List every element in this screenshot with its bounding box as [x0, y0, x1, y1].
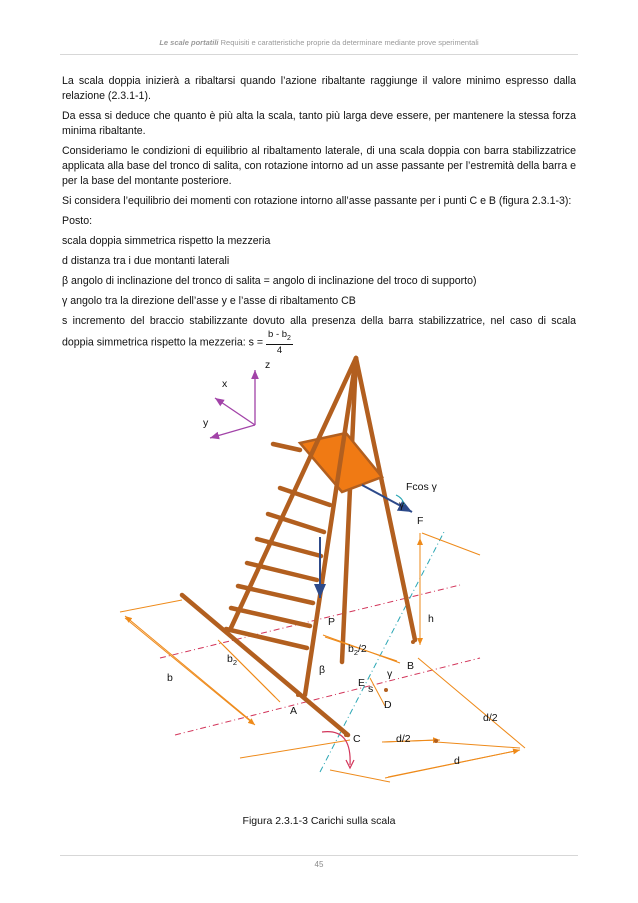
formula-numerator: b - $b_2$	[266, 329, 293, 345]
label-P: P	[328, 616, 336, 628]
label-beta: β	[319, 664, 326, 676]
label-A: A	[290, 705, 298, 717]
label-B: B	[407, 660, 415, 672]
page-number: 45	[314, 860, 324, 869]
axes-triad	[203, 359, 270, 438]
label-h: h	[428, 613, 434, 625]
label-s: s	[368, 683, 374, 695]
header-rule	[60, 54, 578, 55]
label-d-half-1: d/2	[483, 712, 498, 724]
label-E: E	[358, 677, 366, 689]
label-b2: $b_2$	[227, 653, 238, 667]
label-d: d	[454, 755, 460, 767]
body-text	[62, 74, 576, 356]
paragraph: La scala doppia inizierà a ribaltarsi quando l’azione ribaltante raggiunge il valore minimo espresso dalla relazione (2.3.1-1).	[62, 75, 576, 102]
running-header	[0, 38, 638, 47]
rotation-axis-CB	[320, 530, 445, 772]
paragraph: β angolo di inclinazione del tronco di salita = angolo di inclinazione del troco di supporto)	[62, 275, 477, 287]
paragraph: Consideriamo le condizioni di equilibrio al ribaltamento laterale, di una scala doppia con barra stabilizzatrice applicata alla base del tronco di salita, con rotazione intorno ad un asse passante per l’estremità della barra e per la base del montante posteriore.	[62, 145, 576, 187]
label-b: b	[167, 672, 173, 684]
label-force: Fcos γ	[406, 481, 437, 493]
figure-caption: Figura 2.3.1-3 Carichi sulla scala	[242, 815, 396, 827]
label-D: D	[384, 699, 392, 711]
paragraph-text: s incremento del braccio stabilizzante dovuto alla presenza della barra stabilizzatrice, nel caso di scala doppia simmetrica rispetto la mezzeria: s =	[62, 315, 576, 349]
header-subtitle: Requisiti e caratteristiche proprie da determinare mediante prove sperimentali	[220, 38, 479, 47]
paragraph: Da essa si deduce che quanto è più alta la scala, tanto più larga deve essere, per mantenere la stessa forza minima ribaltante.	[62, 110, 576, 137]
header-title: Le scale portatili	[159, 38, 219, 47]
axis-label-z: z	[265, 359, 271, 371]
axis-label-x: x	[222, 378, 228, 390]
label-b2-half: $b_2/2$	[348, 643, 367, 657]
label-F: F	[417, 515, 424, 527]
label-gamma-low: γ	[387, 668, 393, 680]
ladder-diagram	[100, 340, 550, 810]
paragraph: Si considera l’equilibrio dei momenti con rotazione intorno all’asse passante per i punti C e B (figura 2.3.1-3):	[62, 195, 572, 207]
paragraph: γ angolo tra la direzione dell’asse y e l’asse di ribaltamento CB	[62, 295, 356, 307]
footer-rule	[60, 855, 578, 856]
formula-denominator: 4	[276, 344, 283, 356]
point-markers	[296, 640, 438, 743]
paragraph: Posto:	[62, 215, 93, 227]
figure-ladder	[100, 340, 550, 815]
axis-label-y: y	[203, 417, 209, 429]
paragraph: d distanza tra i due montanti laterali	[62, 255, 230, 267]
ladder-front-section	[226, 358, 356, 695]
label-d-half-2: d/2	[396, 733, 411, 745]
label-C: C	[353, 733, 361, 745]
label-gamma-top: γ	[399, 499, 405, 511]
paragraph: scala doppia simmetrica rispetto la mezzeria	[62, 235, 271, 247]
